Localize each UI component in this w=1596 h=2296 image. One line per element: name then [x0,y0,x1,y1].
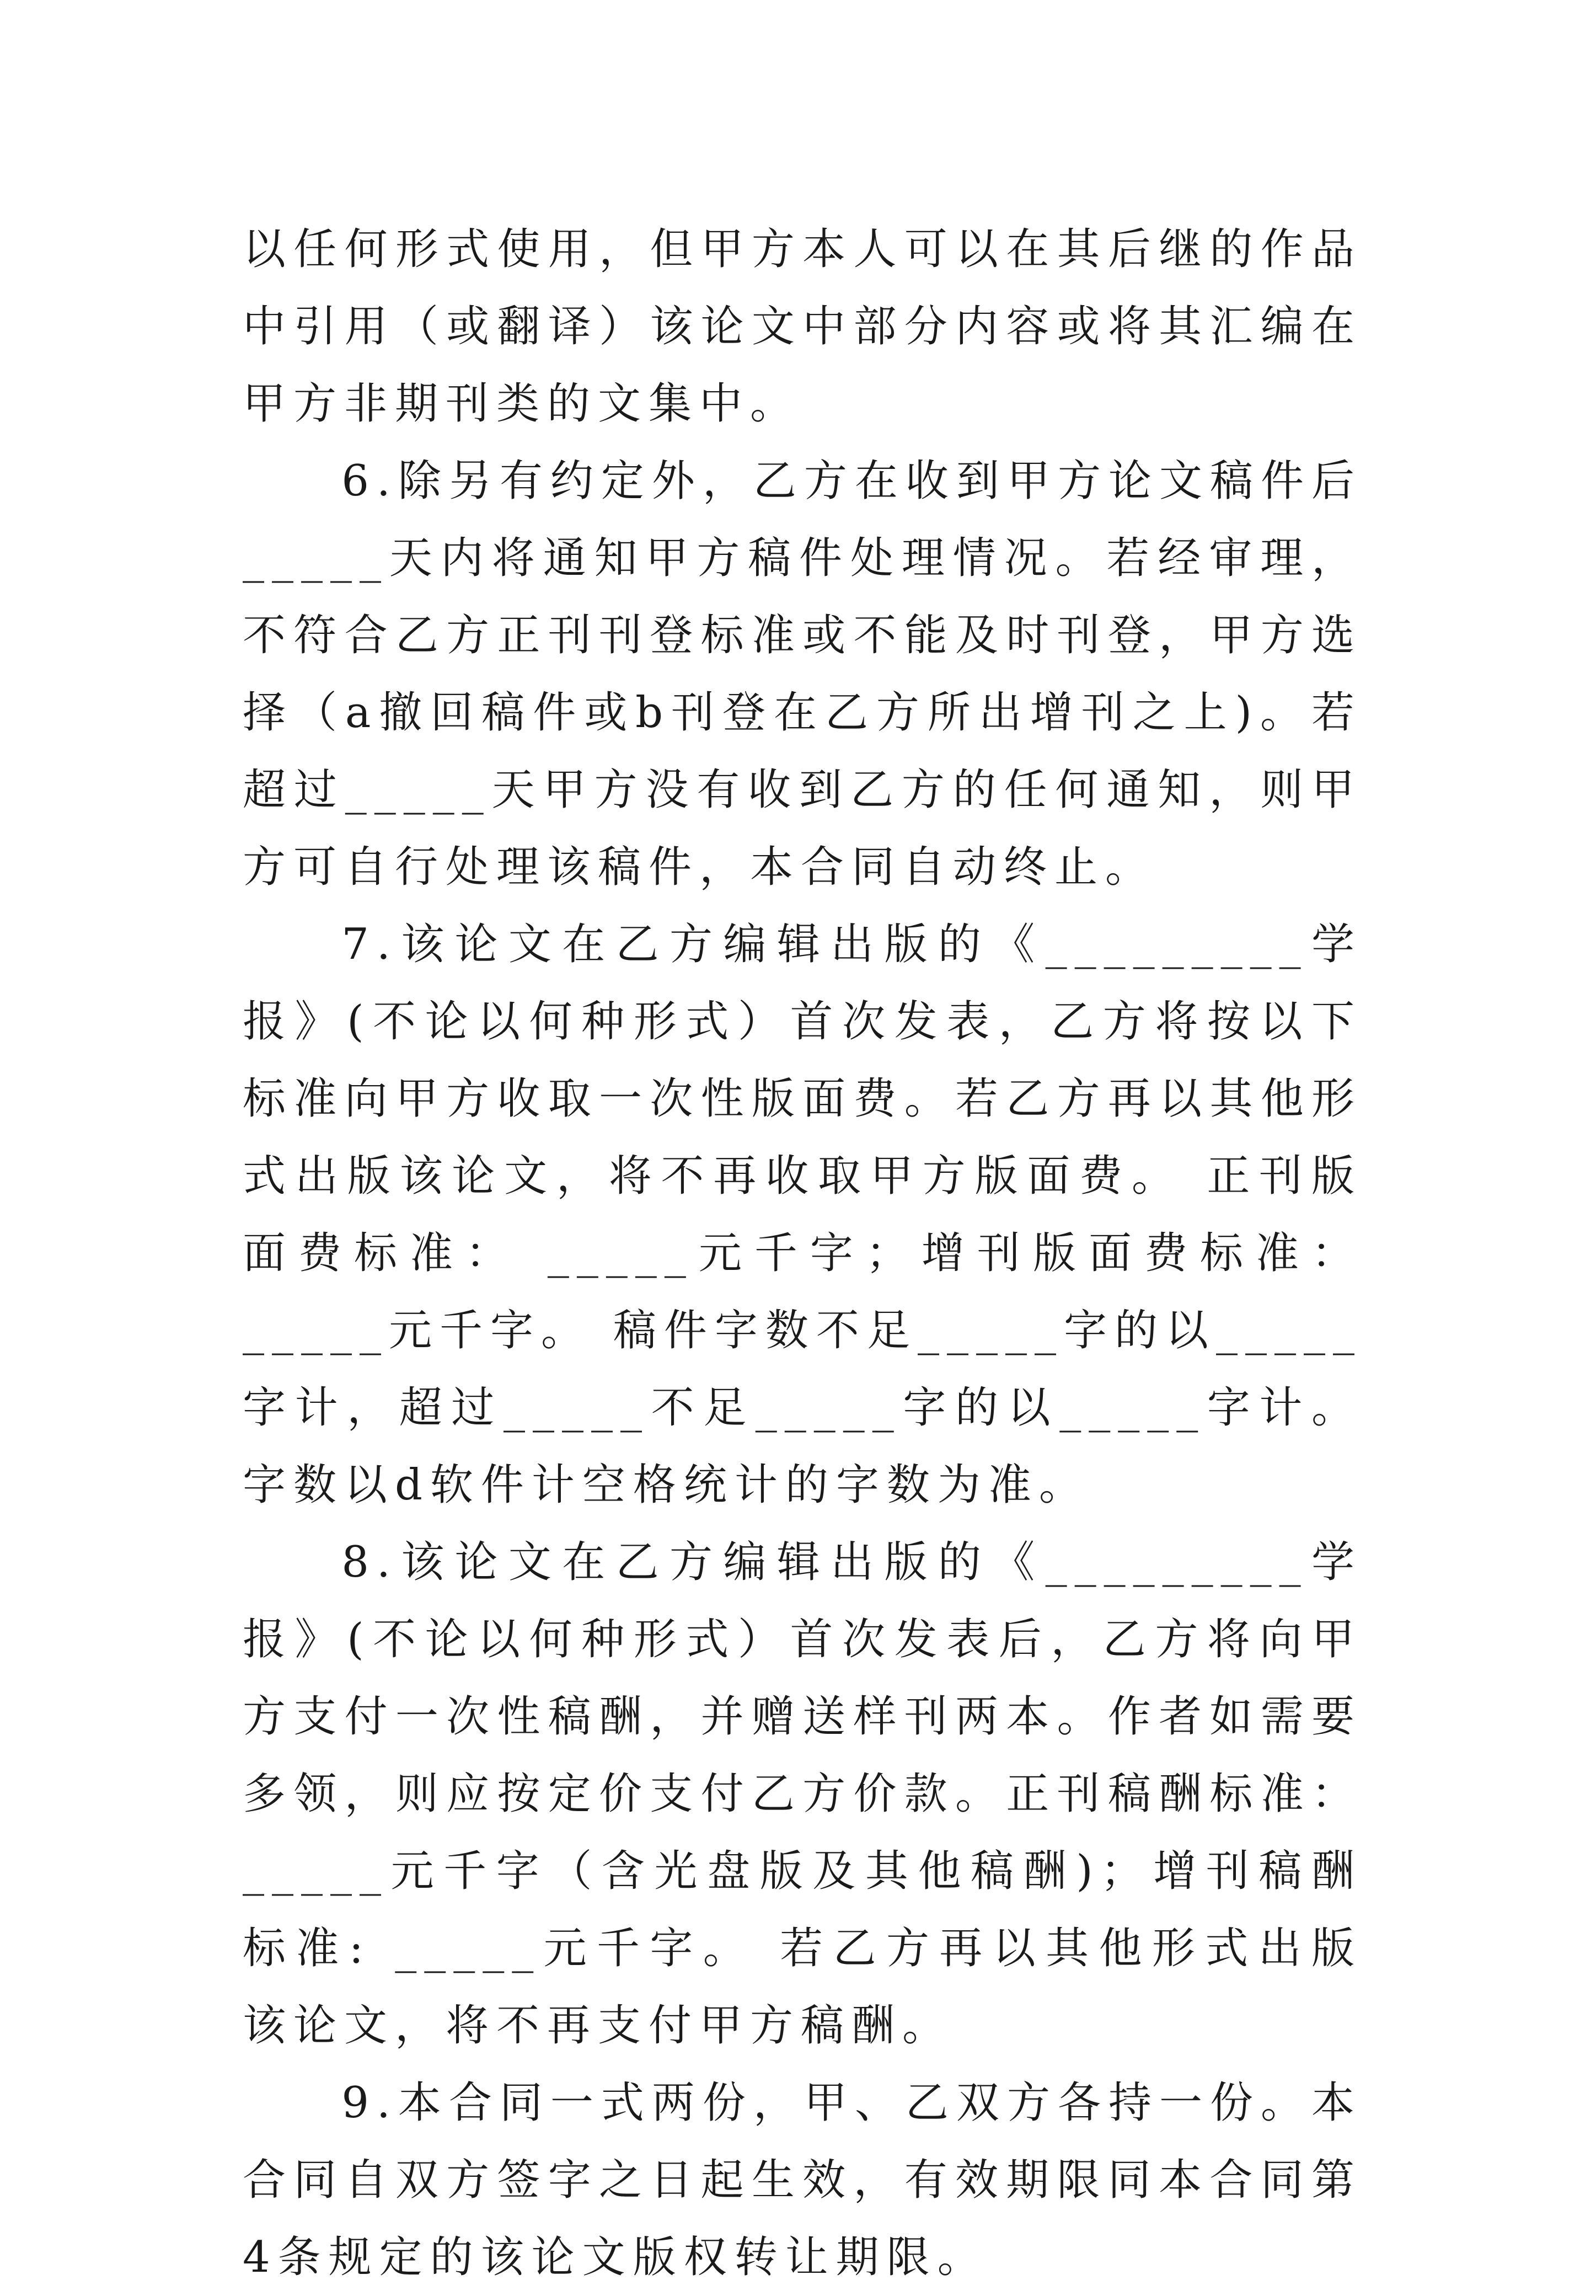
paragraph-5-continuation: 以任何形式使用，但甲方本人可以在其后继的作品中引用（或翻译）该论文中部分内容或将其汇编在甲方非期刊类的文集中。 [243,225,1362,429]
paragraph-6: 6.除另有约定外，乙方在收到甲方论文稿件后_____天内将通知甲方稿件处理情况。若经审理，不符合乙方正刊刊登标准或不能及时刊登，甲方选择（a撤回稿件或b刊登在乙方所出增刊之上)。若超过_____天甲方没有收到乙方的任何通知，则甲方可自行处理该稿件，本合同自动终止。 [243,456,1362,892]
document-body [243,211,1362,2296]
paragraph-7: 7.该论文在乙方编辑出版的《_________学报》(不论以何种形式）首次发表，乙方将按以下标准向甲方收取一次性版面费。若乙方再以其他形式出版该论文，将不再收取甲方版面费。 正刊版面费标准： _____元千字；增刊版面费标准：_____元千字。 稿件字数不足_____字的以_____字计，超过_____不足_____字的以_____字计。字数以d软件计空格统计的字数为准。 [243,920,1362,1510]
paragraph-8: 8.该论文在乙方编辑出版的《_________学报》(不论以何种形式）首次发表后，乙方将向甲方支付一次性稿酬，并赠送样刊两本。作者如需要多领，则应按定价支付乙方价款。正刊稿酬标准：_____元千字（含光盘版及其他稿酬)；增刊稿酬标准: _____元千字。 若乙方再以其他形式出版该论文，将不再支付甲方稿酬。 [243,1537,1362,2051]
paragraph-9: 9.本合同一式两份，甲、乙双方各持一份。本合同自双方签字之日起生效，有效期限同本合同第4条规定的该论文版权转让期限。 [243,2078,1362,2282]
